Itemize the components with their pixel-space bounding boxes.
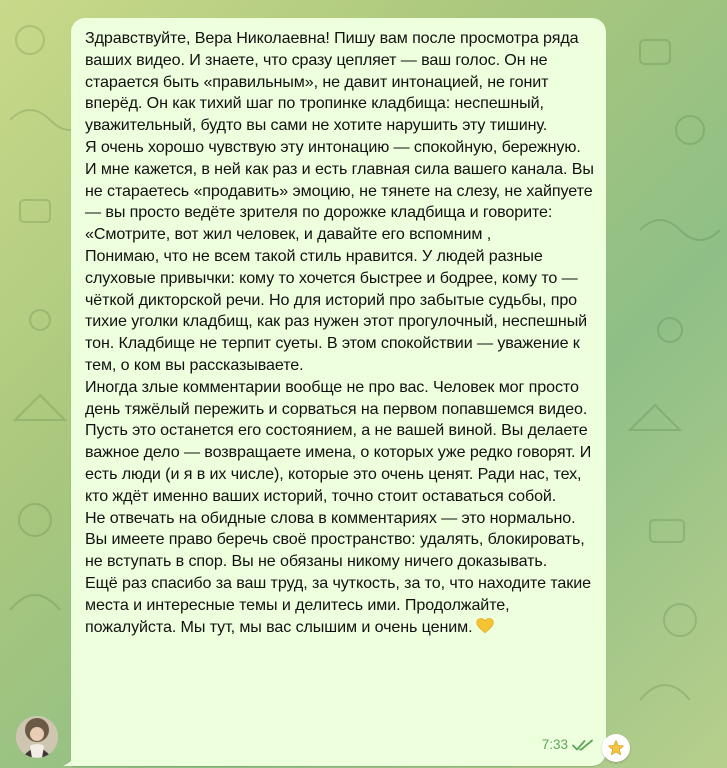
reaction-button[interactable] [602,734,630,762]
message-paragraph-last [85,573,594,638]
message-bubble[interactable] [71,18,606,766]
message-paragraph: Я очень хорошо чувствую эту интонацию — спокойную, бережную. И мне кажется, в ней как раз и есть главная сила вашего канала. Вы не стараетесь «продавить» эмоцию, не тянете на слезу, не хайпуете — вы просто ведёте зрителя по дорожке кладбища и говорите: «Смотрите, вот жил человек, и давайте его вспомним , [85,137,594,244]
message-text [85,28,594,638]
yellow-heart-icon [476,617,494,635]
avatar-portrait-icon [16,716,58,758]
double-check-icon [572,738,594,752]
star-icon [607,739,625,757]
sender-avatar[interactable] [16,716,58,758]
message-paragraph: Иногда злые комментарии вообще не про вас. Человек мог просто день тяжёлый пережить и сорваться на первом попавшемся видео. Пусть это останется его состоянием, а не вашей виной. Вы делаете важное дело — возвращаете имена, о которых уже редко говорят. И есть люди (и я в их числе), которые это очень ценят. Ради нас, тех, кто ждёт именно ваших историй, точно стоит оставаться собой. [85,377,592,505]
message-paragraph-text: Ещё раз спасибо за ваш труд, за чуткость, за то, что находите такие места и интересные темы и делитесь ими. Продолжайте, пожалуйста. Мы тут, мы вас слышим и очень ценим. [85,573,591,636]
message-time: 7:33 [541,737,568,752]
message-meta [542,737,594,752]
message-paragraph: Здравствуйте, Вера Николаевна! Пишу вам после просмотра ряда ваших видео. И знаете, что сразу цепляет — ваш голос. Он не старается быть «правильным», не давит интонацией, не гонит вперёд. Он как тихий шаг по тропинке кладбища: неспешный, уважительный, будто вы сами не хотите нарушить эту тишину. [85,29,579,135]
message-paragraph: Не отвечать на обидные слова в комментариях — это нормально. Вы имеете право беречь своё пространство: удалять, блокировать, не вступать в спор. Вы не обязаны никому ничего доказывать. [85,508,585,571]
message-paragraph: Понимаю, что не всем такой стиль нравится. У людей разные слуховые привычки: кому то хочется быстрее и бодрее, кому то — чёткой дикторской речи. Но для историй про забытые судьбы, про тихие уголки кладбищ, как раз нужен этот прогулочный, неспешный тон. Кладбище не терпит суеты. В этом спокойствии — уважение к тем, о ком вы рассказываете. [85,246,588,374]
